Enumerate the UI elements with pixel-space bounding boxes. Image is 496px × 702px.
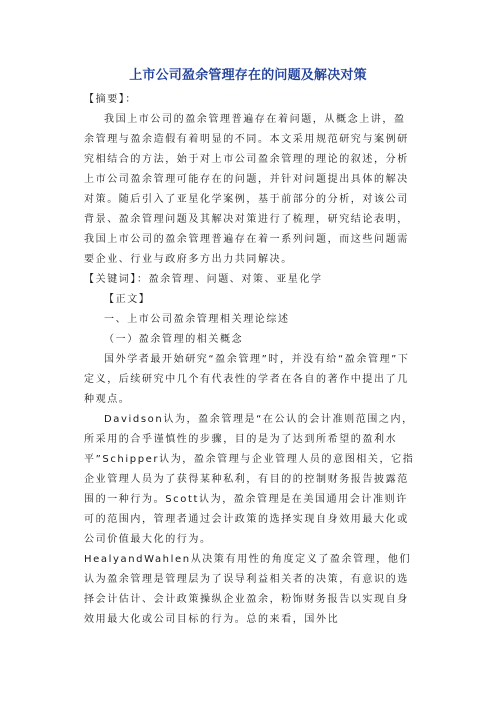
document-body xyxy=(84,90,416,630)
body-label: 【正文】 xyxy=(104,294,151,305)
section-heading: 一、上市公司盈余管理相关理论综述 xyxy=(104,314,290,325)
abstract-label: 【摘要】： xyxy=(84,94,137,105)
keywords-line: 【关键词】：盈余管理、问题、对策、亚星化学 xyxy=(84,274,323,285)
paragraph: HealyandWahlen从决策有用性的角度定义了盈余管理，他们认为盈余管理是管理层为了误导利益相关者的决策，有意识的选择会计估计、会计政策操纵企业盈余，粉饰财务报告以实现自身效用最大化或公司目标的行为。总的来看，国外比 xyxy=(84,554,412,625)
paragraph: Davidson认为，盈余管理是“在公认的会计准则范围之内，所采用的合乎谨慎性的步骤，目的是为了达到所希望的盈利水平”Schipper认为，盈余管理与企业管理人员的意图相关，它指企业管理人员为了获得某种私利，有目的的控制财务报告披露范围的一种行为。Scott认为，盈余管理是在美国通用会计准则许可的范围内，管理者通过会计政策的选择实现自身效用最大化或公司价值最大化的行为。 xyxy=(84,414,415,545)
abstract-text: 我国上市公司的盈余管理普遍存在着问题，从概念上讲，盈余管理与盈余造假有着明显的不同。本文采用规范研究与案例研究相结合的方法，始于对上市公司盈余管理的理论的叙述，分析上市公司盈余管理可能存在的问题，并针对问题提出具体的解决对策。随后引入了亚星化学案例，基于前部分的分析，对该公司背景、盈余管理问题及其解决对策进行了梳理，研究结论表明，我国上市公司的盈余管理普遍存在着一系列问题，而这些问题需要企业、行业与政府多方出力共同解决。 xyxy=(84,114,409,265)
document-title: 上市公司盈余管理存在的问题及解决对策 xyxy=(129,68,367,83)
subsection-heading: （一）盈余管理的相关概念 xyxy=(104,334,244,345)
paragraph: 国外学者最开始研究“盈余管理”时，并没有给“盈余管理”下定义，后续研究中几个有代表性的学者在各自的著作中提出了几种观点。 xyxy=(84,354,410,405)
